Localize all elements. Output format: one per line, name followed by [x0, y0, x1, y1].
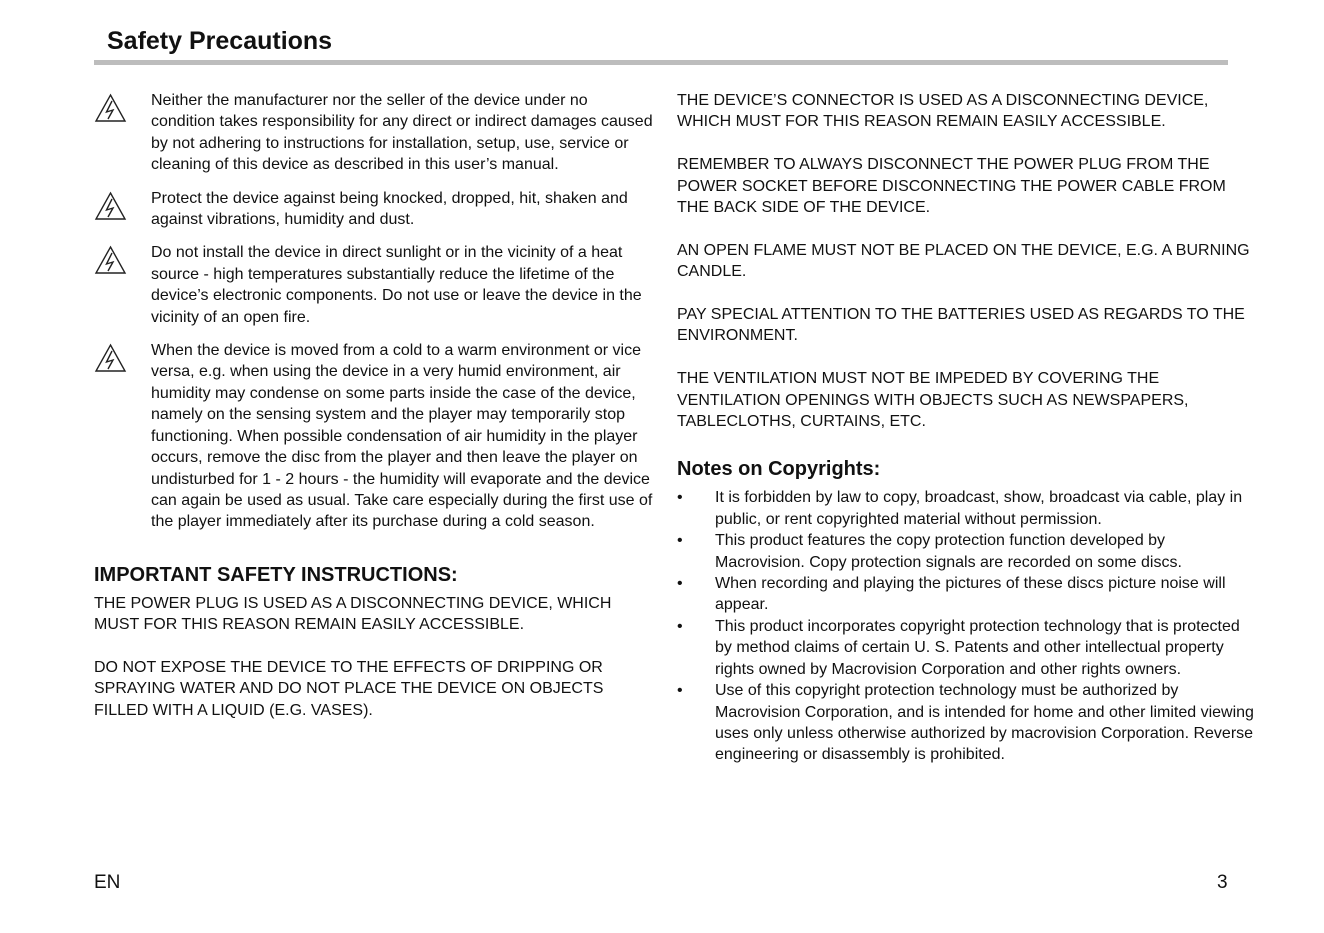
list-item-text: This product incorporates copyright protection technology that is protected by method claims of certain U. S. Patents and other intellectual property rights owned by Macrovision Corporation and other rights owners.	[715, 617, 1240, 678]
copyrights-list	[677, 487, 1257, 765]
caution-paragraph: THE DEVICE’S CONNECTOR IS USED AS A DISCONNECTING DEVICE, WHICH MUST FOR THIS REASON REMAIN EASILY ACCESSIBLE.	[677, 92, 1209, 131]
list-item-text: When recording and playing the pictures of these discs picture noise will appear.	[715, 575, 1226, 614]
warning-text: Protect the device against being knocked, dropped, hit, shaken and against vibrations, humidity and dust.	[151, 189, 628, 229]
page-title: Safety Precautions	[107, 27, 333, 55]
page-number: 3	[1217, 872, 1228, 893]
warning-triangle-icon	[94, 245, 127, 275]
list-item-text: It is forbidden by law to copy, broadcast, show, broadcast via cable, play in public, or rent copyrighted material without permission.	[715, 489, 1243, 528]
warning-text: Do not install the device in direct sunlight or in the vicinity of a heat source - high temperatures substantially reduce the lifetime of the device’s electronic components. Do not use or leave the device in the vicinity of an open fire.	[151, 244, 642, 326]
warning-triangle-icon	[94, 191, 127, 221]
paragraph-spacer	[94, 636, 654, 657]
caution-paragraph: REMEMBER TO ALWAYS DISCONNECT THE POWER PLUG FROM THE POWER SOCKET BEFORE DISCONNECTING THE POWER CABLE FROM THE BACK SIDE OF THE DEVICE.	[677, 156, 1226, 217]
warning-text: When the device is moved from a cold to a warm environment or vice versa, e.g. when using the device in a very humid environment, air humidity may condense on some parts inside the case of the device, namely on the sensing system and the player may temporarily stop functioning. When possible condensation of air humidity in the player occurs, remove the disc from the player and then leave the player on undisturbed for 1 - 2 hours - the humidity will evaporate and the device can again be used as usual. Take care especially during the first use of the player immediately after its purchase during a cold season.	[151, 342, 653, 531]
list-item	[677, 616, 1257, 680]
bullet-icon: •	[677, 532, 683, 550]
important-paragraph: THE POWER PLUG IS USED AS A DISCONNECTING DEVICE, WHICH MUST FOR THIS REASON REMAIN EASILY ACCESSIBLE.	[94, 594, 612, 634]
list-item	[677, 573, 1257, 616]
caution-paragraph: THE VENTILATION MUST NOT BE IMPEDED BY COVERING THE VENTILATION OPENINGS WITH OBJECTS SUCH AS NEWSPAPERS, TABLECLOTHS, CURTAINS, ETC.	[677, 370, 1189, 431]
list-item	[677, 487, 1257, 530]
caution-paragraph: AN OPEN FLAME MUST NOT BE PLACED ON THE DEVICE, E.G. A BURNING CANDLE.	[677, 241, 1250, 281]
left-column	[94, 90, 654, 721]
warning-item	[94, 242, 654, 328]
list-item	[677, 530, 1257, 573]
copyrights-heading: Notes on Copyrights:	[677, 458, 881, 481]
warning-item	[94, 90, 654, 176]
warning-item	[94, 340, 654, 533]
paragraph-spacer	[677, 133, 1257, 154]
paragraph-spacer	[677, 283, 1257, 304]
right-column	[677, 90, 1257, 766]
paragraph-spacer	[677, 218, 1257, 239]
warning-triangle-icon	[94, 343, 127, 373]
bullet-icon: •	[677, 575, 683, 593]
important-paragraph: DO NOT EXPOSE THE DEVICE TO THE EFFECTS OF DRIPPING OR SPRAYING WATER AND DO NOT PLACE THE DEVICE ON OBJECTS FILLED WITH A LIQUID (E.G. VASES).	[94, 658, 604, 719]
warning-item	[94, 188, 654, 231]
warning-text: Neither the manufacturer nor the seller of the device under no condition takes responsibility for any direct or indirect damages caused by not adhering to instructions for installation, setup, use, service or cleaning of this device as described in this user’s manual.	[151, 92, 653, 174]
bullet-icon: •	[677, 682, 683, 700]
important-heading: IMPORTANT SAFETY INSTRUCTIONS:	[94, 563, 458, 586]
caution-paragraph: PAY SPECIAL ATTENTION TO THE BATTERIES USED AS REGARDS TO THE ENVIRONMENT.	[677, 306, 1245, 345]
footer-language: EN	[94, 872, 121, 893]
bullet-icon: •	[677, 617, 683, 635]
title-divider	[94, 60, 1228, 65]
list-item-text: Use of this copyright protection technology must be authorized by Macrovision Corporation, and is intended for home and other limited viewing uses only unless otherwise authorized by macrovision Corporation. Reverse engineering or disassembly is prohibited.	[715, 682, 1254, 764]
bullet-icon: •	[677, 489, 683, 507]
list-item	[677, 680, 1257, 766]
paragraph-spacer	[677, 347, 1257, 368]
warning-triangle-icon	[94, 93, 127, 123]
list-item-text: This product features the copy protection function developed by Macrovision. Copy protection signals are recorded on some discs.	[715, 532, 1182, 571]
